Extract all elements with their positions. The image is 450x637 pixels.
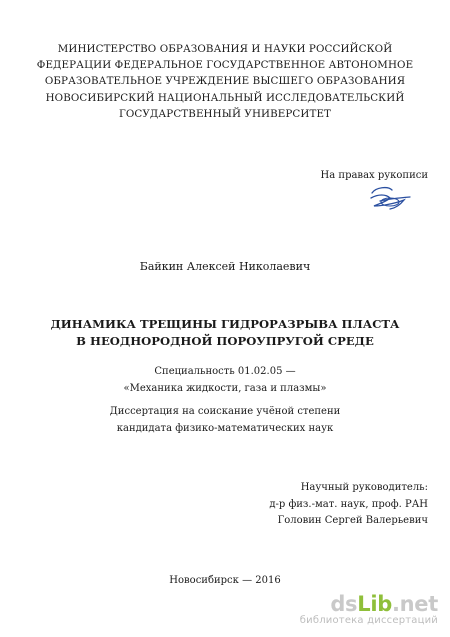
specialty-block: [0, 364, 450, 397]
dissertation-title: [0, 316, 450, 350]
specialty-line: «Механика жидкости, газа и плазмы»: [123, 382, 327, 394]
logo-ds: ds: [330, 592, 358, 616]
title-line: В НЕОДНОРОДНОЙ ПОРОУПРУГОЙ СРЕДЕ: [76, 334, 374, 348]
author-name: Байкин Алексей Николаевич: [139, 260, 311, 273]
header-line: НОВОСИБИРСКИЙ НАЦИОНАЛЬНЫЙ ИССЛЕДОВАТЕЛЬСКИЙ: [45, 91, 405, 104]
supervisor-block: [269, 480, 428, 530]
supervisor-name: Головин Сергей Валерьевич: [277, 515, 428, 526]
city-year: Новосибирск — 2016: [169, 575, 281, 586]
supervisor-degree: д-р физ.-мат. наук, проф. РАН: [269, 498, 428, 510]
manuscript-rights-note: На правах рукописи: [320, 170, 428, 181]
specialty-line: Специальность 01.02.05 —: [154, 366, 296, 377]
dslib-watermark[interactable]: [300, 594, 438, 626]
title-line: ДИНАМИКА ТРЕЩИНЫ ГИДРОРАЗРЫВА ПЛАСТА: [50, 317, 400, 331]
logo-dot: .: [391, 592, 400, 616]
degree-line: кандидата физико-математических наук: [116, 422, 334, 434]
header-line: МИНИСТЕРСТВО ОБРАЗОВАНИЯ И НАУКИ РОССИЙСКОЙ: [57, 43, 393, 55]
university-header: [0, 41, 450, 122]
watermark-subtitle: библиотека диссертаций: [299, 615, 438, 626]
supervisor-label: Научный руководитель:: [300, 482, 428, 493]
watermark-logo: [300, 594, 438, 614]
degree-block: [0, 404, 450, 437]
logo-net: net: [399, 592, 438, 616]
degree-line: Диссертация на соискание учёной степени: [109, 406, 341, 417]
logo-lib: Lib: [357, 592, 392, 616]
header-line: ОБРАЗОВАТЕЛЬНОЕ УЧРЕЖДЕНИЕ ВЫСШЕГО ОБРАЗОВАНИЯ: [44, 75, 406, 88]
signature-icon: [366, 184, 412, 214]
header-line: ФЕДЕРАЦИИ ФЕДЕРАЛЬНОЕ ГОСУДАРСТВЕННОЕ АВТОНОМНОЕ: [36, 59, 414, 72]
header-line: ГОСУДАРСТВЕННЫЙ УНИВЕРСИТЕТ: [118, 107, 332, 120]
